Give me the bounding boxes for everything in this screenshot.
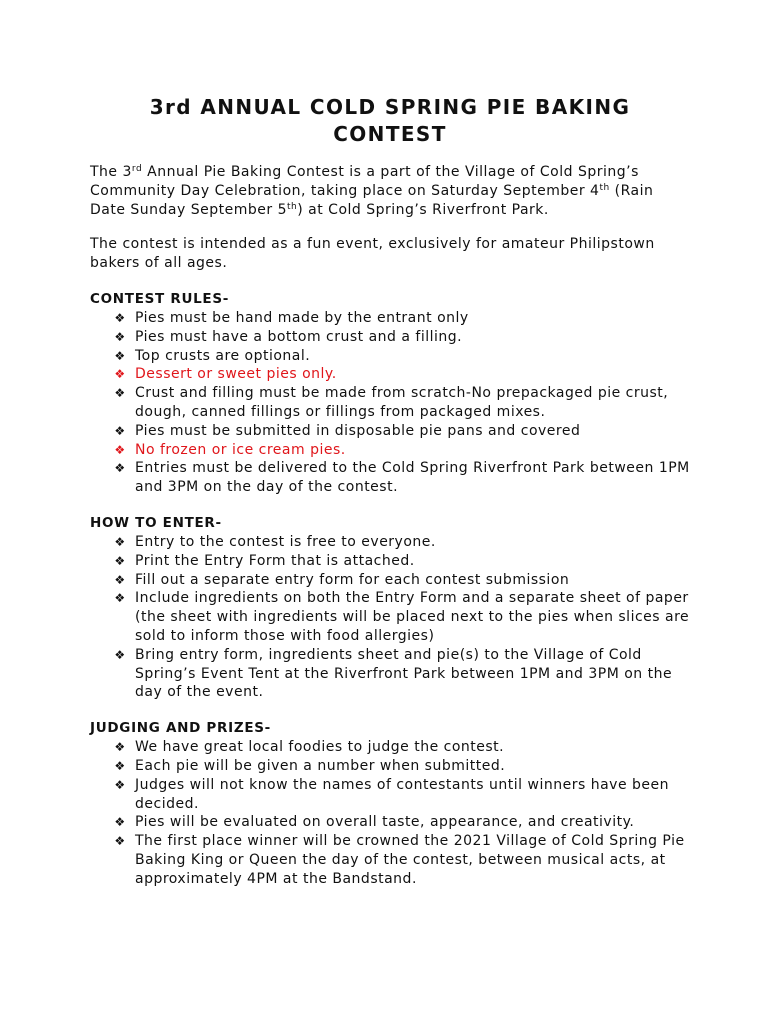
diamond-bullet-icon: ❖ xyxy=(114,329,126,344)
intro-paragraph-1 xyxy=(90,163,690,220)
list-item xyxy=(114,589,690,645)
list-item-text: Print the Entry Form that is attached. xyxy=(135,552,415,569)
list-item-text: Fill out a separate entry form for each contest submission xyxy=(135,571,570,588)
intro-text-d: ) at Cold Spring’s Riverfront Park. xyxy=(297,202,549,218)
list-item-text: The first place winner will be crowned the 2021 Village of Cold Spring Pie Baking King or Queen the day of the contest, between musical acts, at approximately 4PM at the Bandstand. xyxy=(135,833,685,887)
list-item xyxy=(114,328,690,347)
diamond-bullet-icon: ❖ xyxy=(114,647,126,662)
list-item-text: Bring entry form, ingredients sheet and pie(s) to the Village of Cold Spring’s Event Tent at the Riverfront Park between 1PM and 3PM on the day of the event. xyxy=(135,646,673,701)
list-item-text: Pies must be submitted in disposable pie pans and covered xyxy=(135,422,581,439)
title-line-2: CONTEST xyxy=(333,122,447,146)
list-item xyxy=(114,533,690,552)
diamond-bullet-icon: ❖ xyxy=(114,423,126,438)
contest-rules-heading: CONTEST RULES- xyxy=(90,291,230,307)
list-item-text: Crust and filling must be made from scratch-No prepackaged pie crust, dough, canned fillings or fillings from packaged mixes. xyxy=(135,385,669,420)
list-item-text: Dessert or sweet pies only. xyxy=(135,366,337,383)
contest-rules-list xyxy=(90,309,690,497)
list-item-text: Pies must have a bottom crust and a filling. xyxy=(135,328,463,345)
list-item xyxy=(114,309,690,328)
diamond-bullet-icon: ❖ xyxy=(114,834,126,849)
how-to-enter-list xyxy=(90,533,690,702)
list-item-text: Judges will not know the names of contestants until winners have been decided. xyxy=(135,776,670,812)
diamond-bullet-icon: ❖ xyxy=(114,572,126,587)
list-item-text: No frozen or ice cream pies. xyxy=(135,441,346,458)
list-item-text: Include ingredients on both the Entry Form and a separate sheet of paper (the sheet with ingredients will be placed next to the pies when slices are sold to inform those with food allergies) xyxy=(135,590,690,644)
diamond-bullet-icon: ❖ xyxy=(114,758,126,773)
intro-text-a: The 3 xyxy=(90,164,132,180)
intro-paragraph-2: The contest is intended as a fun event, exclusively for amateur Philipstown bakers of all ages. xyxy=(90,236,655,271)
diamond-bullet-icon: ❖ xyxy=(114,777,126,792)
diamond-bullet-icon: ❖ xyxy=(114,442,126,457)
list-item xyxy=(114,776,690,814)
diamond-bullet-icon: ❖ xyxy=(114,534,126,549)
diamond-bullet-icon: ❖ xyxy=(114,815,126,830)
list-item xyxy=(114,813,690,832)
diamond-bullet-icon: ❖ xyxy=(114,311,126,325)
ordinal-suffix: rd xyxy=(131,164,143,174)
list-item xyxy=(114,552,690,571)
how-to-enter-heading: HOW TO ENTER- xyxy=(90,514,222,531)
diamond-bullet-icon: ❖ xyxy=(114,386,126,401)
list-item xyxy=(114,646,690,702)
list-item-text: Entries must be delivered to the Cold Spring Riverfront Park between 1PM and 3PM on the day of the contest. xyxy=(135,460,690,496)
judging-and-prizes-list xyxy=(90,738,690,888)
list-item-text: We have great local foodies to judge the contest. xyxy=(135,739,505,756)
ordinal-suffix: th xyxy=(287,202,298,212)
title-line-1: 3rd ANNUAL COLD SPRING PIE BAKING xyxy=(149,95,631,119)
list-item-text: Pies must be hand made by the entrant only xyxy=(135,310,469,326)
document-title xyxy=(90,94,690,148)
list-item-text: Top crusts are optional. xyxy=(135,347,311,364)
diamond-bullet-icon: ❖ xyxy=(114,740,126,755)
diamond-bullet-icon: ❖ xyxy=(114,553,126,568)
list-item xyxy=(114,571,690,590)
diamond-bullet-icon: ❖ xyxy=(114,367,126,382)
list-item xyxy=(114,757,690,776)
list-item xyxy=(114,738,690,757)
ordinal-suffix: th xyxy=(599,183,610,193)
list-item-text: Pies will be evaluated on overall taste, appearance, and creativity. xyxy=(135,814,635,831)
list-item xyxy=(114,384,690,422)
list-item xyxy=(114,347,690,366)
list-item xyxy=(114,459,690,497)
list-item-highlighted xyxy=(114,365,690,384)
judging-and-prizes-heading: JUDGING AND PRIZES- xyxy=(90,720,271,737)
intro-text-c: (Rain Date Sunday September 5 xyxy=(90,183,654,218)
list-item-text: Each pie will be given a number when submitted. xyxy=(135,757,506,774)
intro-text-b: Annual Pie Baking Contest is a part of the Village of Cold Spring’s Community Day Celebration, taking place on Saturday September 4 xyxy=(90,164,639,199)
diamond-bullet-icon: ❖ xyxy=(114,461,126,476)
list-item-text: Entry to the contest is free to everyone. xyxy=(135,533,436,550)
list-item-highlighted xyxy=(114,441,690,460)
list-item xyxy=(114,832,690,888)
diamond-bullet-icon: ❖ xyxy=(114,348,126,363)
list-item xyxy=(114,422,690,441)
diamond-bullet-icon: ❖ xyxy=(114,591,126,606)
